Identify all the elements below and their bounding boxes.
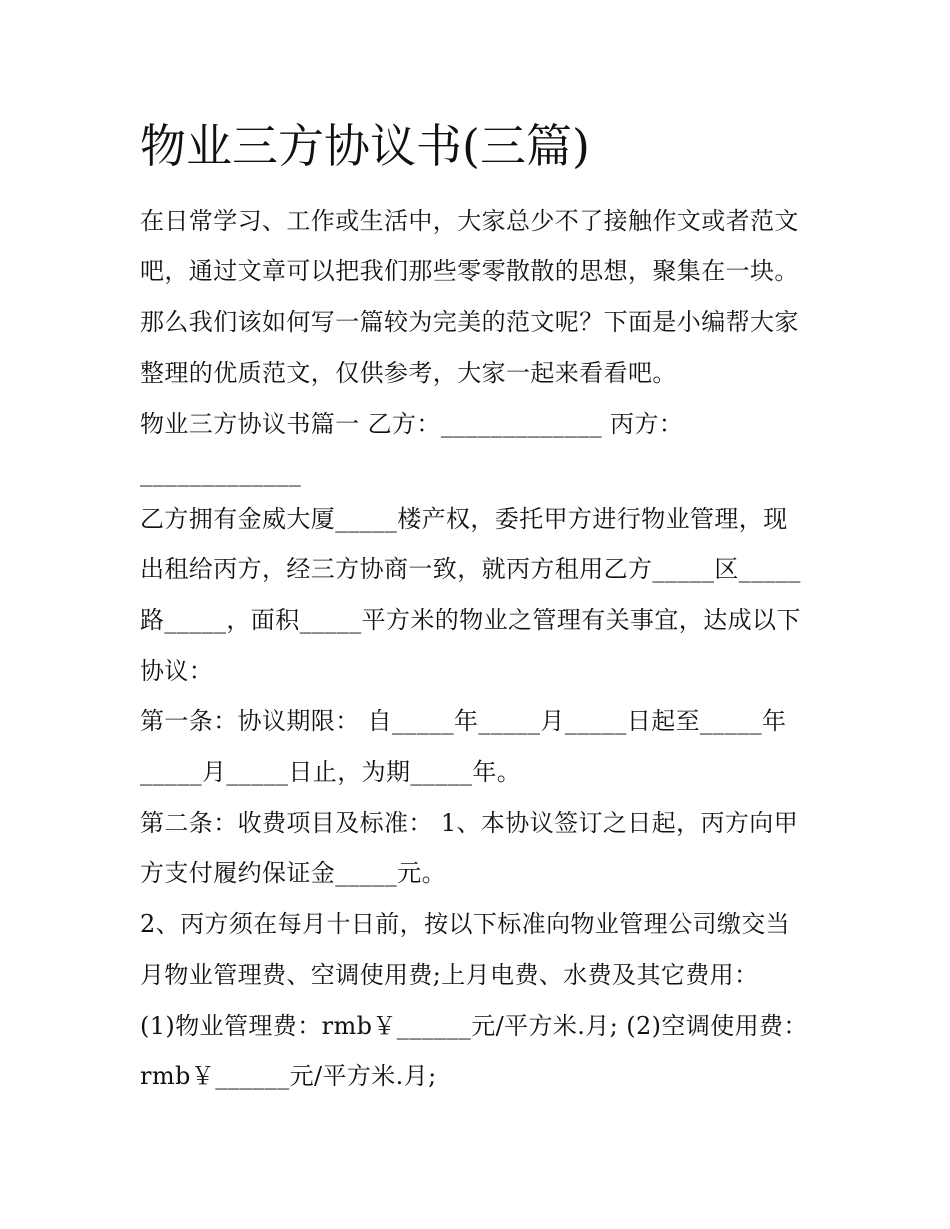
body-line: 那么我们该如何写一篇较为完美的范文呢？下面是小编帮大家: [140, 308, 799, 336]
clause-line: _____月_____日止，为期_____年。: [140, 758, 522, 786]
body-line: 在日常学习、工作或生活中，大家总少不了接触作文或者范文: [140, 207, 799, 235]
body-line: 路_____，面积_____平方米的物业之管理有关事宜，达成以下: [140, 606, 801, 634]
body-line: 整理的优质范文，仅供参考，大家一起来看看吧。: [140, 359, 677, 387]
clause-line: 第二条：收费项目及标准： 1、本协议签订之日起，丙方向甲: [140, 809, 799, 837]
clause-line: 方支付履约保证金_____元。: [140, 859, 446, 887]
clause-line: 2、丙方须在每月十日前，按以下标准向物业管理公司缴交当: [140, 910, 791, 938]
clause-line: 月物业管理费、空调使用费;上月电费、水费及其它费用：: [140, 961, 759, 989]
body-line: 吧，通过文章可以把我们那些零零散散的思想，聚集在一块。: [140, 257, 799, 285]
document-title: 物业三方协议书(三篇): [140, 119, 590, 173]
body-line: 乙方拥有金威大厦_____楼产权，委托甲方进行物业管理，现: [140, 505, 788, 533]
fee-line: (1)物业管理费：rmb￥______元/平方米.月; (2)空调使用费：: [140, 1012, 808, 1040]
blank-line: _____________: [140, 459, 302, 487]
fee-line: rmb￥______元/平方米.月;: [140, 1062, 437, 1090]
clause-line: 第一条：协议期限： 自_____年_____月_____日起至_____年: [140, 707, 787, 735]
body-line: 协议：: [140, 657, 214, 685]
body-line: 出租给丙方，经三方协商一致，就丙方租用乙方_____区_____: [140, 555, 801, 583]
section-heading-line: 物业三方协议书篇一 乙方：_____________ 丙方：: [140, 410, 684, 438]
